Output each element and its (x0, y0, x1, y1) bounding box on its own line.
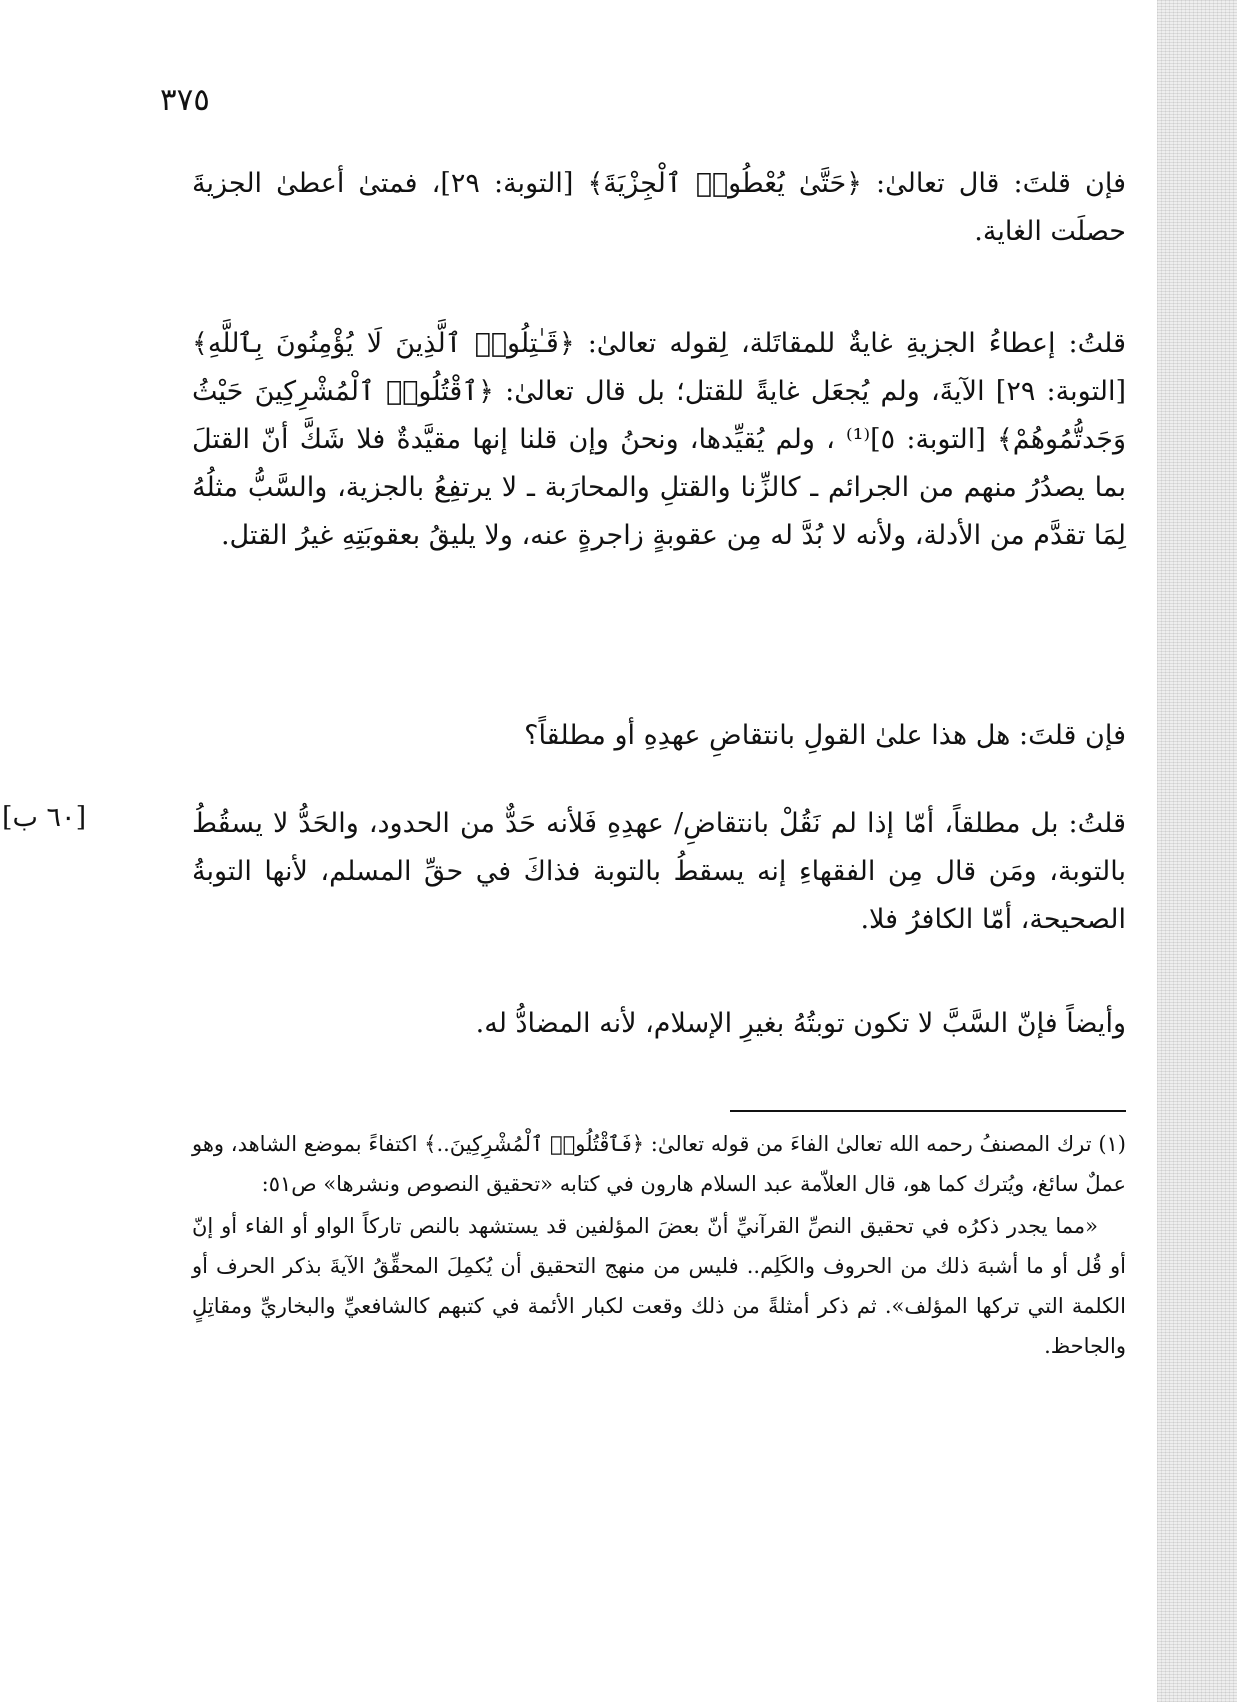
main-text-paragraph (192, 160, 1126, 256)
main-text-paragraph (192, 800, 1126, 944)
paragraph-question-jizya: فإن قلتَ: قال تعالىٰ: ﴿حَتَّىٰ يُعْطُوا۟ ٱلْجِزْيَةَ﴾ [التوبة: ٢٩]، فمتىٰ أعطىٰ الجزيةَ حصلَت الغاية. (192, 168, 1126, 247)
footnote-1-quote: «مما يجدر ذكرُه في تحقيق النصِّ القرآنيِّ أنّ بعضَ المؤلفين قد يستشهد بالنص تاركاً الواو أو الفاء أو إنّ أو قُل أو ما أشبهَ ذلك من الحروف والكَلِم.. فليس من منهج التحقيق أن يُكمِلَ المحقِّقُ الآيةَ بذكر الحرف أو الكلمة التي تركها المؤلف». ثم ذكر أمثلةً من ذلك وقعت لكبار الأئمة في كتبهم كالشافعيِّ والبخاريِّ ومقاتِلٍ والجاحظ. (192, 1214, 1126, 1358)
paragraph-answer-jizya: قلتُ: إعطاءُ الجزيةِ غايةٌ للمقاتَلة، لِقوله تعالىٰ: ﴿قَـٰتِلُوا۟ ٱلَّذِينَ لَا يُؤْمِنُونَ بِٱللَّهِ﴾ [التوبة: ٢٩] الآيةَ، ولم يُجعَل غايةً للقتل؛ بل قال تعالىٰ: ﴿ٱقْتُلُوا۟ ٱلْمُشْرِكِينَ حَيْثُ وَجَدتُّمُوهُمْ﴾ [التوبة: ٥]⁽¹⁾ ، ولم يُقيِّدها، ونحنُ وإن قلنا إنها مقيَّدةٌ فلا شَكَّ أنّ القتلَ بما يصدُرُ منهم من الجرائم ـ كالزِّنا والقتلِ والمحارَبة ـ لا يرتفِعُ بالجزية، والسَّبُّ مثلُهُ لِمَا تقدَّم من الأدلة، ولأنه لا بُدَّ له مِن عقوبةٍ زاجرةٍ عنه، ولا يليقُ بعقوبَتِهِ غيرُ القتل. (192, 328, 1127, 551)
main-text-paragraph (192, 712, 1126, 760)
manuscript-folio-marker: [٦٠ ب] (2, 802, 87, 833)
footnote-divider (730, 1110, 1126, 1112)
page-number: ٣٧٥ (160, 82, 210, 118)
footnotes-section (192, 1124, 1126, 1366)
paragraph-answer-covenant: قلتُ: بل مطلقاً، أمّا إذا لم نَقُلْ بانتقاضِ/ عهدِهِ فَلأنه حَدٌّ من الحدود، والحَدُّ لا يسقُطُ بالتوبة، ومَن قال مِن الفقهاءِ إنه يسقطُ بالتوبة فذاكَ في حقِّ المسلم، لأنها التوبةُ الصحيحة، أمّا الكافرُ فلا. (192, 808, 1126, 935)
paragraph-repentance: وأيضاً فإنّ السَّبَّ لا تكون توبتُهُ بغيرِ الإسلام، لأنه المضادُّ له. (475, 1008, 1126, 1039)
scan-edge-shading (1157, 0, 1237, 1702)
footnote-1: (١) ترك المصنفُ رحمه الله تعالىٰ الفاءَ من قوله تعالىٰ: ﴿فَٱقْتُلُوا۟ ٱلْمُشْرِكِينَ..﴾ اكتفاءً بموضع الشاهد، وهو عملٌ سائغ، ويُترك كما هو، قال العلاّمة عبد السلام هارون في كتابه «تحقيق النصوص ونشرها» ص٥١: (192, 1132, 1126, 1196)
main-text-paragraph (192, 1000, 1126, 1048)
main-text-paragraph (192, 320, 1126, 560)
paragraph-question-covenant: فإن قلتَ: هل هذا علىٰ القولِ بانتقاضِ عهدِهِ أو مطلقاً؟ (524, 720, 1126, 751)
